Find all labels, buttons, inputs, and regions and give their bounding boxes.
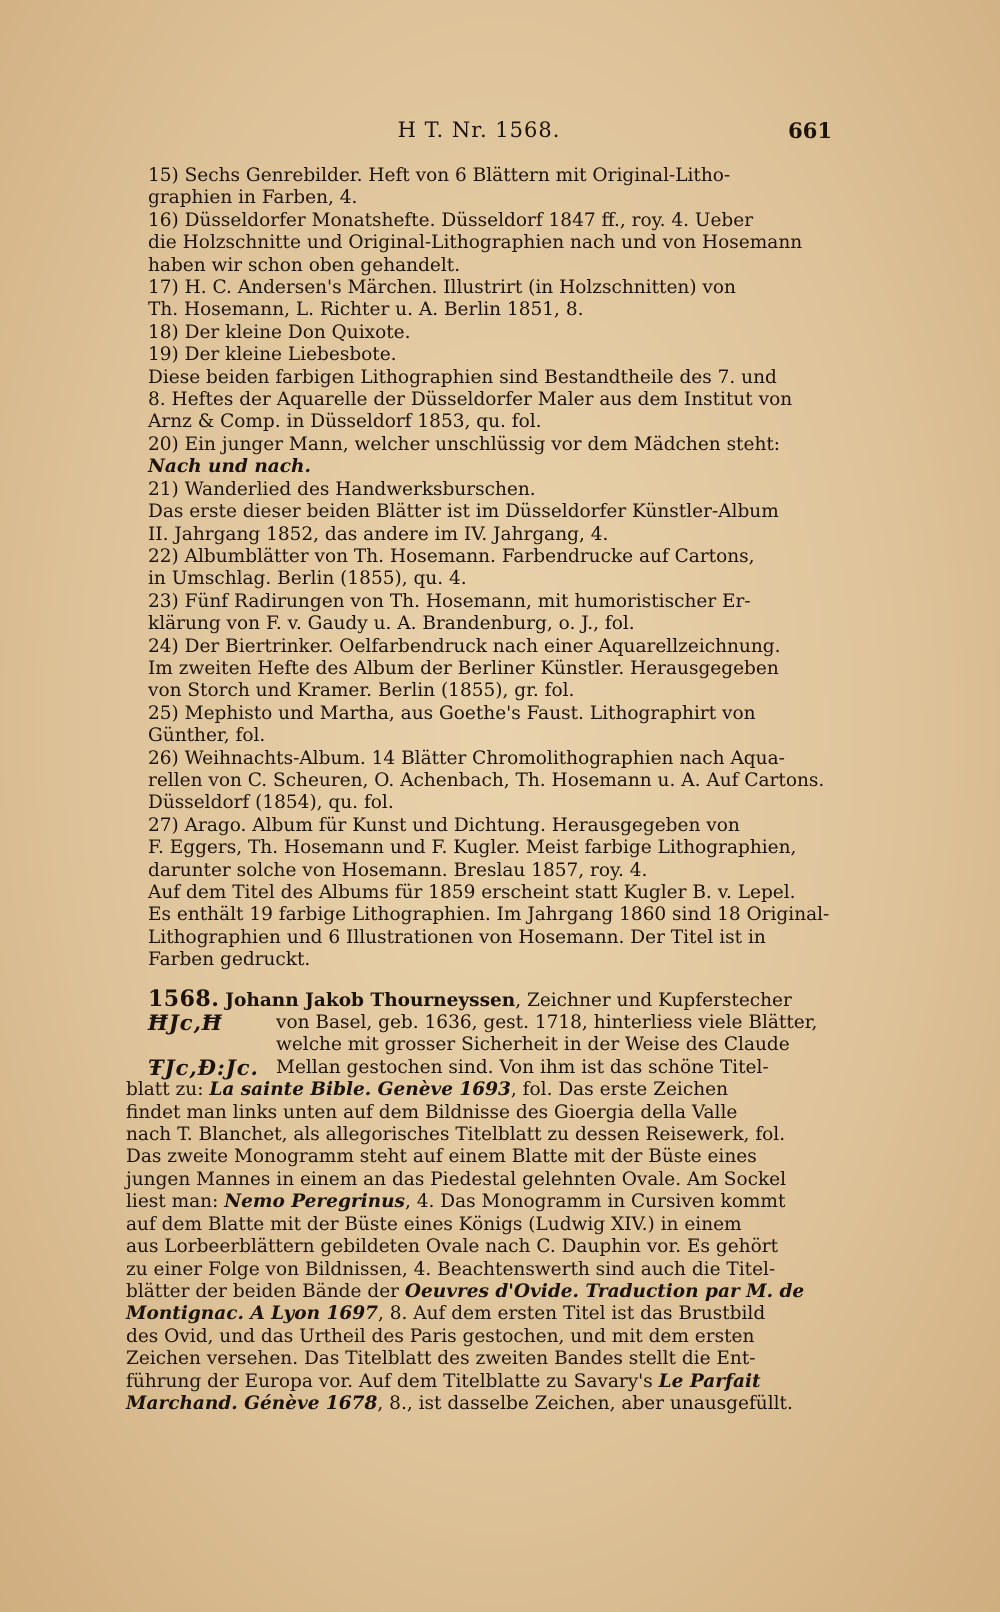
- page-number: 661: [788, 118, 832, 143]
- text-line: Mellan gestochen sind. Von ihm ist das schöne Titel-: [276, 1056, 769, 1078]
- entry-paragraph: [126, 434, 832, 479]
- entry-paragraph: [126, 501, 832, 546]
- monogram-3: ŦJc,Ɖ:Jc.: [148, 1054, 259, 1080]
- text-line: 21) Wanderlied des Handwerksburschen.: [148, 478, 536, 500]
- entry-paragraph: [126, 210, 832, 277]
- text-line: Farben gedruckt.: [148, 949, 311, 971]
- entry-paragraph: [126, 703, 832, 748]
- text-line: 18) Der kleine Don Quixote.: [148, 321, 411, 343]
- text-line: Das zweite Monogramm steht auf einem Blatte mit der Büste eines: [126, 1146, 757, 1168]
- text-line: jungen Mannes in einem an das Piedestal gelehnten Ovale. Am Sockel: [126, 1168, 787, 1190]
- entry-heading-rest: , Zeichner und Kupferstecher: [515, 989, 792, 1011]
- text-line: Zeichen versehen. Das Titelblatt des zweiten Bandes stellt die Ent-: [126, 1348, 756, 1370]
- page-body: [126, 165, 832, 1415]
- text-line: 27) Arago. Album für Kunst und Dichtung. Herausgegeben von: [148, 814, 740, 836]
- artist-name: Johann Jakob Thourneyssen: [225, 989, 516, 1011]
- text-line: Das erste dieser beiden Blätter ist im Düsseldorfer Künstler-Album: [148, 501, 779, 523]
- text-line: Auf dem Titel des Albums für 1859 erscheint statt Kugler B. v. Lepel.: [148, 882, 796, 903]
- text-line: Düsseldorf (1854), qu. fol.: [148, 792, 394, 814]
- text-line: von Storch und Kramer. Berlin (1855), gr. fol.: [148, 680, 575, 702]
- text-line: darunter solche von Hosemann. Breslau 1857, roy. 4.: [148, 859, 648, 881]
- text-line: 8. Heftes der Aquarelle der Düsseldorfer Maler aus dem Institut von: [148, 389, 793, 411]
- text-line: 23) Fünf Radirungen von Th. Hosemann, mit humoristischer Er-: [148, 590, 751, 612]
- entry-paragraph: [126, 479, 832, 501]
- text-line: blatt zu: La sainte Bible. Genève 1693, fol. Das erste Zeichen: [126, 1079, 728, 1101]
- entry-heading: [126, 985, 832, 1012]
- text-line: in Umschlag. Berlin (1855), qu. 4.: [148, 568, 467, 590]
- text-line: 26) Weihnachts-Album. 14 Blätter Chromolithographien nach Aqua-: [148, 747, 785, 769]
- entry-paragraph: [126, 748, 832, 815]
- text-line: Marchand. Génève 1678, 8., ist dasselbe Zeichen, aber unausgefüllt.: [126, 1392, 793, 1414]
- text-line: die Holzschnitte und Original-Lithographien nach und von Hosemann: [148, 232, 803, 254]
- text-line: 25) Mephisto und Martha, aus Goethe's Faust. Lithographirt von: [148, 702, 756, 724]
- italic-title: Le Parfait: [658, 1370, 761, 1392]
- text-line: 16) Düsseldorfer Monatshefte. Düsseldorf 1847 ff., roy. 4. Ueber: [148, 209, 754, 231]
- page-header: [126, 118, 832, 148]
- entry-paragraph: [126, 815, 832, 882]
- italic-title: Montignac. A Lyon 1697: [126, 1303, 378, 1325]
- entry-paragraph: [126, 636, 832, 703]
- text-line: 17) H. C. Andersen's Märchen. Illustrirt (in Holzschnitten) von: [148, 277, 736, 299]
- text-line: blätter der beiden Bände der Oeuvres d'Ovide. Traduction par M. de: [126, 1280, 805, 1302]
- entry-paragraph: [126, 277, 832, 322]
- text-line: haben wir schon oben gehandelt.: [148, 254, 461, 276]
- text-line: nach T. Blanchet, als allegorisches Titelblatt zu dessen Reisewerk, fol.: [126, 1124, 786, 1146]
- text-line: Montignac. A Lyon 1697, 8. Auf dem ersten Titel ist das Brustbild: [126, 1303, 766, 1325]
- entry-paragraph: [126, 882, 832, 972]
- text-line: aus Lorbeerblättern gebildeten Ovale nach C. Dauphin vor. Es gehört: [126, 1236, 779, 1258]
- italic-title-line: Nach und nach.: [148, 456, 311, 478]
- entry-number: 1568.: [148, 985, 220, 1012]
- running-title: H T. Nr. 1568.: [397, 118, 561, 142]
- text-line: welche mit grosser Sicherheit in der Weise des Claude: [276, 1034, 790, 1056]
- monogram-column: [126, 1012, 276, 1079]
- text-line: des Ovid, und das Urtheil des Paris gestochen, und mit dem ersten: [126, 1325, 755, 1347]
- italic-title: La sainte Bible. Genève 1693: [209, 1079, 511, 1101]
- text-line: zu einer Folge von Bildnissen, 4. Beachtenswerth sind auch die Titel-: [126, 1258, 776, 1280]
- text-line: Es enthält 19 farbige Lithographien. Im Jahrgang 1860 sind 18 Original-: [148, 904, 830, 926]
- entry-paragraph: [126, 322, 832, 344]
- italic-title: Oeuvres d'Ovide. Traduction par M. de: [404, 1280, 805, 1302]
- text-line: Im zweiten Hefte des Album der Berliner Künstler. Herausgegeben: [148, 657, 779, 679]
- text-line: führung der Europa vor. Auf dem Titelblatte zu Savary's Le Parfait: [126, 1370, 761, 1392]
- entry-paragraph: [126, 165, 832, 210]
- entry-1568: [126, 985, 832, 1416]
- text-line: 24) Der Biertrinker. Oelfarbendruck nach einer Aquarellzeichnung.: [148, 635, 781, 657]
- italic-inscription: Nemo Peregrinus: [224, 1191, 405, 1213]
- monogram-2: [148, 1034, 276, 1056]
- text-line: von Basel, geb. 1636, gest. 1718, hinterliess viele Blätter,: [276, 1012, 818, 1034]
- text-line: 22) Albumblätter von Th. Hosemann. Farbendrucke auf Cartons,: [148, 545, 755, 567]
- text-line: 19) Der kleine Liebesbote.: [148, 344, 397, 366]
- entry-paragraph: [126, 546, 832, 591]
- text-line: II. Jahrgang 1852, das andere im IV. Jahrgang, 4.: [148, 523, 609, 545]
- text-line: Diese beiden farbigen Lithographien sind Bestandtheile des 7. und: [148, 366, 777, 388]
- monogram-side-text: [276, 1012, 832, 1079]
- text-line: liest man: Nemo Peregrinus, 4. Das Monogramm in Cursiven kommt: [126, 1191, 786, 1213]
- text-line: Günther, fol.: [148, 725, 266, 747]
- text-line: findet man links unten auf dem Bildnisse des Gioergia della Valle: [126, 1101, 738, 1123]
- text-line: 15) Sechs Genrebilder. Heft von 6 Blättern mit Original-Litho-: [148, 165, 731, 186]
- entry-body: [126, 1079, 832, 1415]
- text-line: Lithographien und 6 Illustrationen von Hosemann. Der Titel ist in: [148, 926, 766, 948]
- text-line: klärung von F. v. Gaudy u. A. Brandenburg, o. J., fol.: [148, 613, 635, 635]
- text-line: Th. Hosemann, L. Richter u. A. Berlin 1851, 8.: [148, 299, 584, 321]
- entry-paragraph: [126, 591, 832, 636]
- text-line: auf dem Blatte mit der Büste eines Königs (Ludwig XIV.) in einem: [126, 1213, 742, 1235]
- italic-title: Marchand. Génève 1678: [126, 1392, 378, 1414]
- text-line: graphien in Farben, 4.: [148, 187, 358, 209]
- entry-paragraph: [126, 344, 832, 366]
- text-line: 20) Ein junger Mann, welcher unschlüssig vor dem Mädchen steht:: [148, 433, 781, 455]
- entry-paragraph: [126, 367, 832, 434]
- previous-entries-list: [126, 165, 832, 972]
- text-line: F. Eggers, Th. Hosemann und F. Kugler. Meist farbige Lithographien,: [148, 837, 797, 859]
- monogram-block: [126, 1012, 832, 1079]
- text-line: rellen von C. Scheuren, O. Achenbach, Th. Hosemann u. A. Auf Cartons.: [148, 769, 825, 791]
- text-line: Arnz & Comp. in Düsseldorf 1853, qu. fol.: [148, 411, 542, 433]
- monogram-1: ĦJc,Ħ: [148, 1010, 223, 1036]
